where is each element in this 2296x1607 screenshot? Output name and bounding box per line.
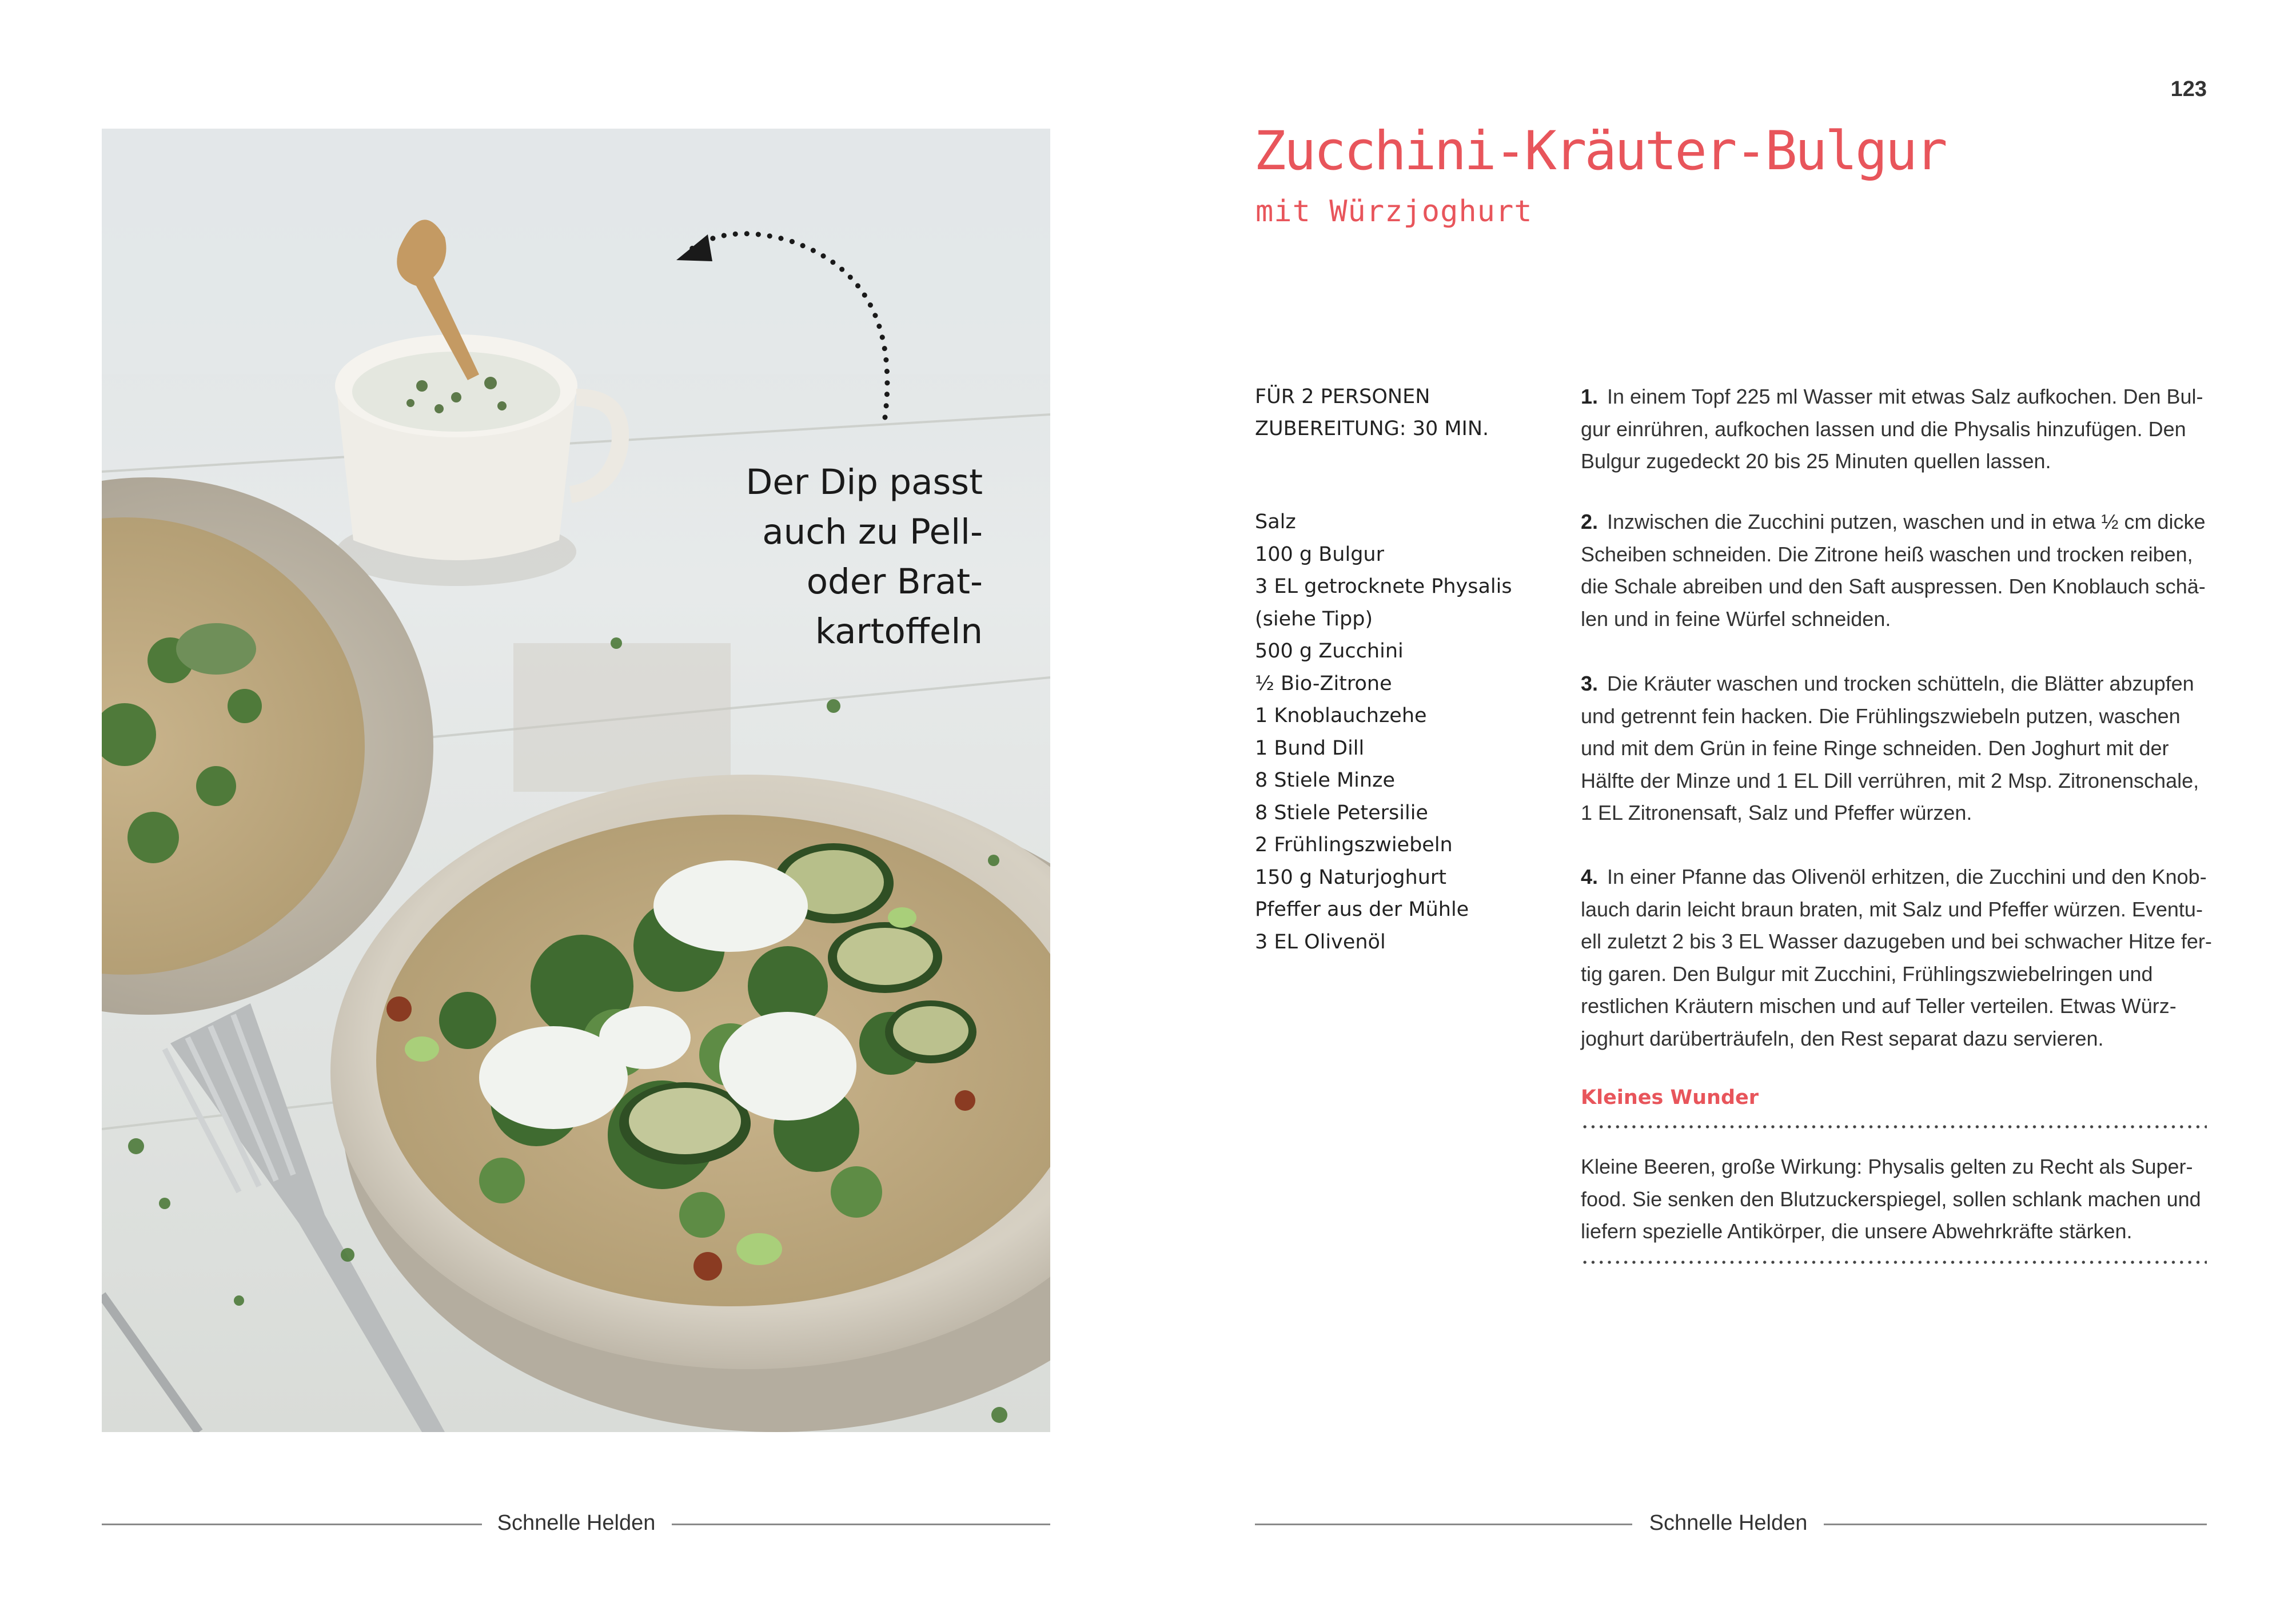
footer-rule-left-a xyxy=(102,1524,482,1525)
step-number: 3. xyxy=(1581,672,1599,695)
footer-rule-right-b xyxy=(1824,1524,2207,1525)
step-line: Bulgur zugedeckt 20 bis 25 Minuten quellen lassen. xyxy=(1581,449,2051,473)
step-text: Die Kräuter waschen und trocken schütteln, die Blätter abzupfen xyxy=(1607,672,2194,695)
ingredient-item: 150 g Naturjoghurt xyxy=(1255,866,1447,889)
tip-heading: Kleines Wunder xyxy=(1581,1086,1759,1109)
step-line xyxy=(1581,381,2210,413)
step-line: len und in feine Würfel schneiden. xyxy=(1581,607,1891,631)
step-text: Inzwischen die Zucchini putzen, waschen und in etwa ½ cm dicke xyxy=(1607,510,2206,533)
recipe-title: Zucchini-Kräuter-Bulgur xyxy=(1254,120,1946,182)
servings: FÜR 2 PERSONEN xyxy=(1255,385,1430,408)
ingredient-item: 1 Bund Dill xyxy=(1255,736,1365,760)
recipe-subtitle: mit Würzjoghurt xyxy=(1255,194,1533,229)
tip-text xyxy=(1581,1151,2210,1248)
step-line: ell zuletzt 2 bis 3 EL Wasser dazugeben und bei schwacher Hitze fer- xyxy=(1581,930,2212,953)
step-number: 2. xyxy=(1581,510,1599,533)
step-line: Scheiben schneiden. Die Zitrone heiß waschen und trocken reiben, xyxy=(1581,542,2193,566)
tip-line: Kleine Beeren, große Wirkung: Physalis gelten zu Recht als Super- xyxy=(1581,1155,2193,1178)
step-line: 1 EL Zitronensaft, Salz und Pfeffer würzen. xyxy=(1581,801,1972,824)
step-line: und mit dem Grün in feine Ringe schneiden. Den Joghurt mit der xyxy=(1581,736,2169,760)
step-number: 4. xyxy=(1581,865,1599,888)
ingredient-item: ½ Bio-Zitrone xyxy=(1255,672,1392,695)
footer-label-right: Schnelle Helden xyxy=(1649,1511,1808,1535)
ingredient-item: 1 Knoblauchzehe xyxy=(1255,704,1427,727)
callout-line: Der Dip passt xyxy=(746,462,983,503)
step-line: und getrennt fein hacken. Die Frühlingszwiebeln putzen, waschen xyxy=(1581,704,2181,728)
step-2 xyxy=(1581,506,2210,635)
callout-line: auch zu Pell- xyxy=(762,512,983,552)
step-line xyxy=(1581,668,2210,700)
recipe-meta xyxy=(1255,381,1518,445)
step-line: restlichen Kräutern mischen und auf Teller verteilen. Etwas Würz- xyxy=(1581,994,2177,1018)
tip-divider-bottom xyxy=(1581,1261,2207,1264)
ingredient-item: 3 EL getrocknete Physalis xyxy=(1255,575,1512,598)
step-text: In einem Topf 225 ml Wasser mit etwas Salz aufkochen. Den Bul- xyxy=(1607,385,2203,408)
footer-rule-right-a xyxy=(1255,1524,1632,1525)
footer-label-left: Schnelle Helden xyxy=(497,1511,656,1535)
callout-line: kartoffeln xyxy=(815,611,983,652)
ingredient-item: (siehe Tipp) xyxy=(1255,607,1373,631)
step-4 xyxy=(1581,861,2210,1055)
step-line: die Schale abreiben und den Saft auspressen. Den Knoblauch schä- xyxy=(1581,575,2206,598)
ingredient-item: 3 EL Olivenöl xyxy=(1255,930,1386,954)
step-text: In einer Pfanne das Olivenöl erhitzen, die Zucchini und den Knob- xyxy=(1607,865,2207,888)
ingredient-item: 8 Stiele Petersilie xyxy=(1255,801,1428,824)
callout-line: oder Brat- xyxy=(806,561,983,602)
step-1 xyxy=(1581,381,2210,478)
page-number: 123 xyxy=(2170,77,2207,101)
step-3 xyxy=(1581,668,2210,830)
step-number: 1. xyxy=(1581,385,1599,408)
prep-time: ZUBEREITUNG: 30 MIN. xyxy=(1255,417,1489,440)
ingredient-list xyxy=(1255,506,1575,958)
ingredient-item: 2 Frühlingszwiebeln xyxy=(1255,834,1453,856)
food-photo xyxy=(102,129,1050,1432)
step-line xyxy=(1581,861,2210,894)
dip-callout xyxy=(663,457,983,656)
ingredient-item: 8 Stiele Minze xyxy=(1255,769,1395,792)
ingredient-item: 100 g Bulgur xyxy=(1255,543,1384,566)
footer-rule-left-b xyxy=(672,1524,1050,1525)
tip-divider-top xyxy=(1581,1125,2207,1129)
step-line: Hälfte der Minze und 1 EL Dill verrühren, mit 2 Msp. Zitronenschale, xyxy=(1581,768,2199,792)
ingredient-item: 500 g Zucchini xyxy=(1255,640,1404,663)
step-line: lauch darin leicht braun braten, mit Salz und Pfeffer würzen. Eventu- xyxy=(1581,897,2203,921)
step-line xyxy=(1581,506,2210,539)
step-line: tig garen. Den Bulgur mit Zucchini, Frühlingszwiebelringen und xyxy=(1581,962,2153,986)
step-line: joghurt darüberträufeln, den Rest separat dazu servieren. xyxy=(1581,1026,2104,1050)
step-line: gur einrühren, aufkochen lassen und die Physalis hinzufügen. Den xyxy=(1581,417,2186,441)
tip-line: food. Sie senken den Blutzuckerspiegel, sollen schlank machen und xyxy=(1581,1187,2201,1211)
tip-line: liefern spezielle Antikörper, die unsere Abwehrkräfte stärken. xyxy=(1581,1219,2132,1243)
ingredient-item: Pfeffer aus der Mühle xyxy=(1255,898,1469,921)
ingredient-item: Salz xyxy=(1255,511,1296,533)
